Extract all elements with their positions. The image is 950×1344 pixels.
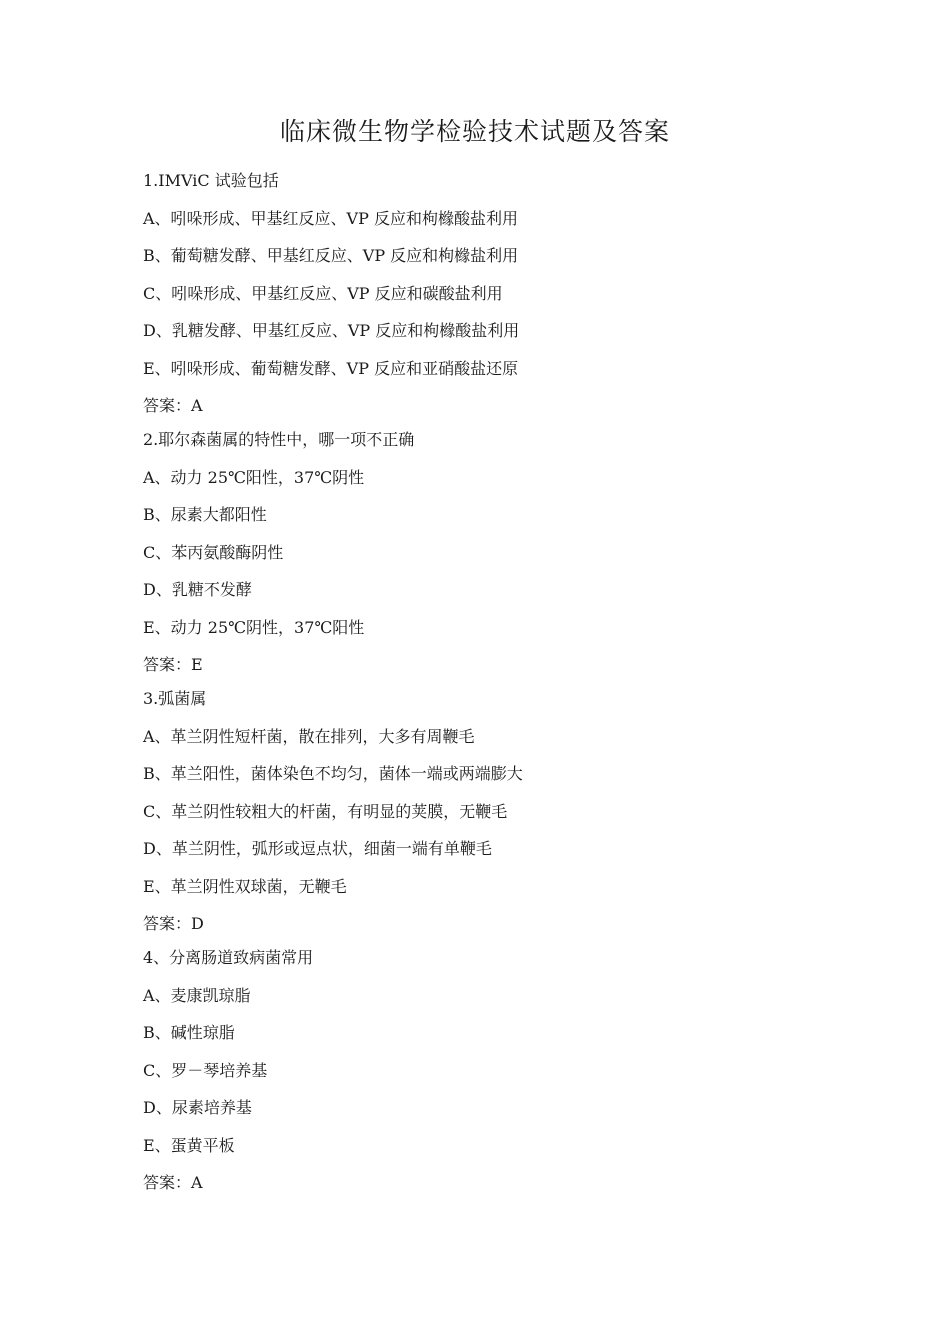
option-e: E、吲哚形成、葡萄糖发酵、VP 反应和亚硝酸盐还原 bbox=[143, 358, 519, 378]
option-c: C、吲哚形成、甲基红反应、VP 反应和碳酸盐利用 bbox=[143, 283, 503, 303]
option-b: B、葡萄糖发酵、甲基红反应、VP 反应和枸橼盐利用 bbox=[143, 246, 519, 265]
option-c: C、革兰阴性较粗大的杆菌，有明显的荚膜，无鞭毛 bbox=[143, 801, 508, 821]
option-d: D、乳糖发酵、甲基红反应、VP 反应和枸橼酸盐利用 bbox=[143, 321, 520, 340]
option-d: D、乳糖不发酵 bbox=[143, 580, 252, 599]
question-block-4 bbox=[143, 944, 843, 1197]
option-a: A、吲哚形成、甲基红反应、VP 反应和枸橼酸盐利用 bbox=[143, 208, 518, 228]
option-a: A、动力 25℃阳性，37℃阴性 bbox=[143, 467, 365, 487]
option-e: E、蛋黄平板 bbox=[143, 1135, 235, 1155]
option-b: B、革兰阳性，菌体染色不均匀，菌体一端或两端膨大 bbox=[143, 764, 523, 783]
question-block-2 bbox=[143, 426, 843, 679]
question-block-3 bbox=[143, 685, 843, 938]
option-c: C、苯丙氨酸酶阴性 bbox=[143, 542, 284, 562]
question-text: 2.耶尔森菌属的特性中，哪一项不正确 bbox=[143, 430, 415, 449]
question-text: 3.弧菌属 bbox=[143, 689, 207, 708]
option-d: D、革兰阴性，弧形或逗点状，细菌一端有单鞭毛 bbox=[143, 839, 492, 858]
option-e: E、动力 25℃阴性，37℃阳性 bbox=[143, 617, 365, 637]
question-text: 4、分离肠道致病菌常用 bbox=[143, 948, 314, 967]
answer-text: 答案：D bbox=[143, 914, 204, 933]
option-b: B、碱性琼脂 bbox=[143, 1023, 235, 1042]
document-body bbox=[143, 167, 843, 1203]
option-c: C、罗－琴培养基 bbox=[143, 1060, 268, 1080]
option-d: D、尿素培养基 bbox=[143, 1098, 252, 1117]
document-title: 临床微生物学检验技术试题及答案 bbox=[279, 117, 670, 146]
answer-text: 答案：A bbox=[143, 1173, 203, 1192]
answer-text: 答案：A bbox=[143, 396, 203, 415]
question-text: 1.IMViC 试验包括 bbox=[143, 171, 279, 190]
option-e: E、革兰阴性双球菌，无鞭毛 bbox=[143, 876, 347, 896]
question-block-1 bbox=[143, 167, 843, 420]
option-b: B、尿素大都阳性 bbox=[143, 505, 267, 524]
option-a: A、革兰阴性短杆菌，散在排列，大多有周鞭毛 bbox=[143, 726, 475, 746]
option-a: A、麦康凯琼脂 bbox=[143, 985, 251, 1005]
answer-text: 答案：E bbox=[143, 655, 203, 674]
